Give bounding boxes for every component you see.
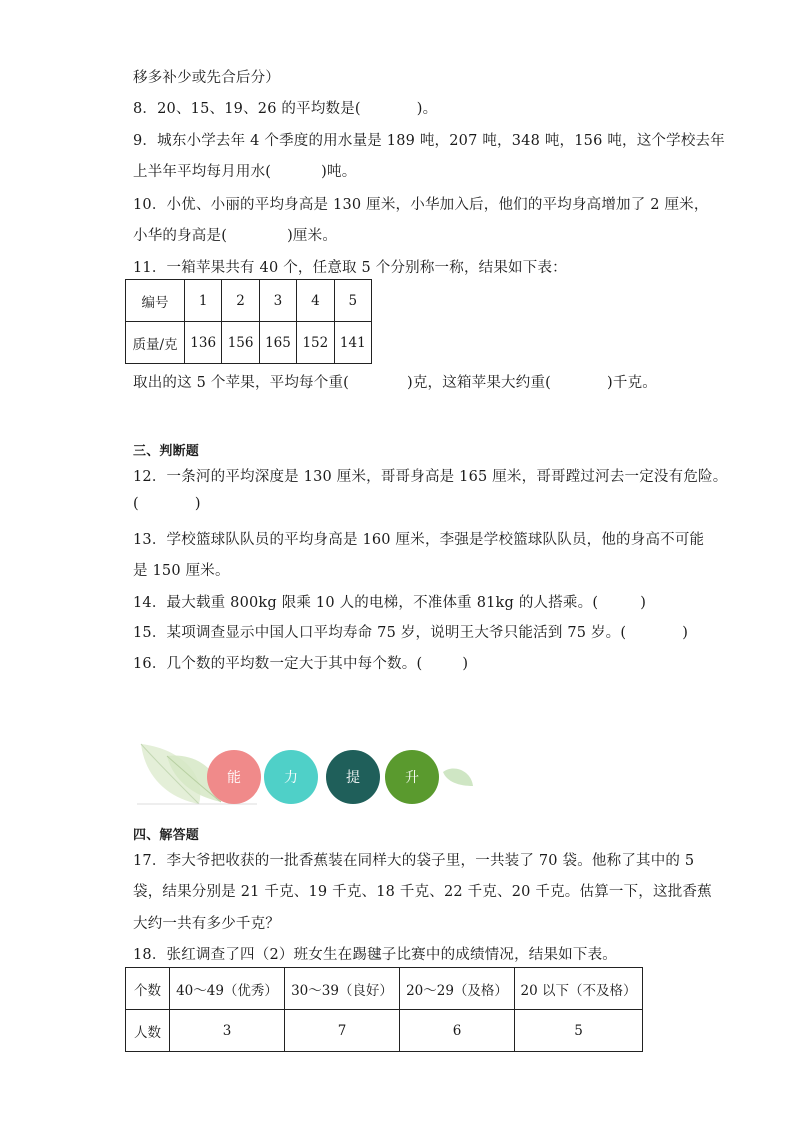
table-header-cell: 质量/克 [126,322,185,364]
question-9-line-2 [133,160,356,181]
question-14 [133,591,646,612]
question-text: 16．几个数的平均数一定大于其中每个数。( [133,656,423,672]
question-12-line-2 [133,496,201,512]
table-header-cell: 人数 [126,1010,170,1052]
banner-char: 升 [405,770,419,786]
table-header-cell: 编号 [126,280,185,322]
banner-circle [385,750,439,804]
question-text: 取出的这 5 个苹果，平均每个重( [133,375,349,391]
question-8 [133,97,437,118]
question-text: 14．最大载重 800kg 限乘 10 人的电梯，不准体重 81kg 的人搭乘。( [133,595,599,611]
table-cell: 6 [400,1010,515,1052]
question-16 [133,652,468,673]
table-cell: 152 [297,322,334,364]
table-row [126,322,372,364]
bracket-close: ) [682,625,689,641]
table-cell: 2 [222,280,259,322]
bracket-open: ( [133,496,139,512]
banner-circle [264,750,318,804]
small-leaf-icon [441,764,475,790]
question-13-line-2: 是 150 厘米。 [133,563,230,579]
table-cell: 156 [222,322,259,364]
table-row [126,1010,643,1052]
table-cell: 1 [185,280,222,322]
bracket-close: ) [462,656,469,672]
banner-char: 能 [227,770,241,786]
shuttlecock-score-table [125,967,643,1052]
banner-circle [326,750,380,804]
question-9-line-1: 9．城东小学去年 4 个季度的用水量是 189 吨，207 吨，348 吨，156 吨，这个学校去年 [133,133,725,149]
question-text: )吨。 [321,164,357,180]
question-17-line-1: 17．李大爷把收获的一批香蕉装在同样大的袋子里，一共装了 70 袋。他称了其中的 5 [133,853,695,869]
table-header-cell: 20 以下（不及格） [515,968,643,1010]
bracket-close: ) [194,496,201,512]
table-row [126,968,643,1010]
question-text: )。 [416,101,438,117]
question-text: )克，这箱苹果大约重( [407,375,552,391]
section-heading-judgement: 三、判断题 [133,444,200,459]
question-17-line-2: 袋，结果分别是 21 千克、19 千克、18 千克、22 千克、20 千克。估算一下，这批香蕉 [133,884,712,900]
table-row [126,280,372,322]
question-18: 18．张红调查了四（2）班女生在踢毽子比赛中的成绩情况，结果如下表。 [133,947,617,963]
table-cell: 165 [259,322,296,364]
question-15 [133,621,688,642]
ability-banner [137,738,477,808]
question-17-line-3: 大约一共有多少千克？ [133,916,280,932]
banner-circle [207,750,261,804]
banner-char: 力 [284,770,298,786]
table-cell: 136 [185,322,222,364]
question-10-line-1: 10．小优、小丽的平均身高是 130 厘米，小华加入后，他们的平均身高增加了 2 厘米， [133,197,709,213]
bracket-close: ) [640,595,647,611]
question-text: 上半年平均每月用水( [133,164,272,180]
table-cell: 3 [259,280,296,322]
question-text: 小华的身高是( [133,228,228,244]
question-text: 8．20、15、19、26 的平均数是( [133,101,361,117]
table-header-cell: 40～49（优秀） [170,968,285,1010]
table-cell: 4 [297,280,334,322]
table-cell: 7 [285,1010,400,1052]
text-line: 移多补少或先合后分） [133,70,280,86]
table-cell: 5 [515,1010,643,1052]
apple-weight-table [125,279,372,364]
table-header-cell: 30～39（良好） [285,968,400,1010]
table-cell: 3 [170,1010,285,1052]
table-header-cell: 个数 [126,968,170,1010]
table-cell: 141 [334,322,371,364]
question-text: )千克。 [607,375,657,391]
question-11-answer-line [133,371,657,392]
question-13-line-1: 13．学校篮球队队员的平均身高是 160 厘米，李强是学校篮球队队员，他的身高不可能 [133,532,705,548]
question-text: )厘米。 [287,228,338,244]
table-cell: 5 [334,280,371,322]
question-10-line-2 [133,224,337,245]
section-heading-answer: 四、解答题 [133,828,200,843]
table-header-cell: 20～29（及格） [400,968,515,1010]
question-11: 11．一箱苹果共有 40 个，任意取 5 个分别称一称，结果如下表： [133,260,567,276]
banner-char: 提 [346,770,360,786]
question-text: 15．某项调查显示中国人口平均寿命 75 岁，说明王大爷只能活到 75 岁。( [133,625,627,641]
question-12-line-1: 12．一条河的平均深度是 130 厘米，哥哥身高是 165 厘米，哥哥蹚过河去一定没有危险。 [133,469,728,485]
